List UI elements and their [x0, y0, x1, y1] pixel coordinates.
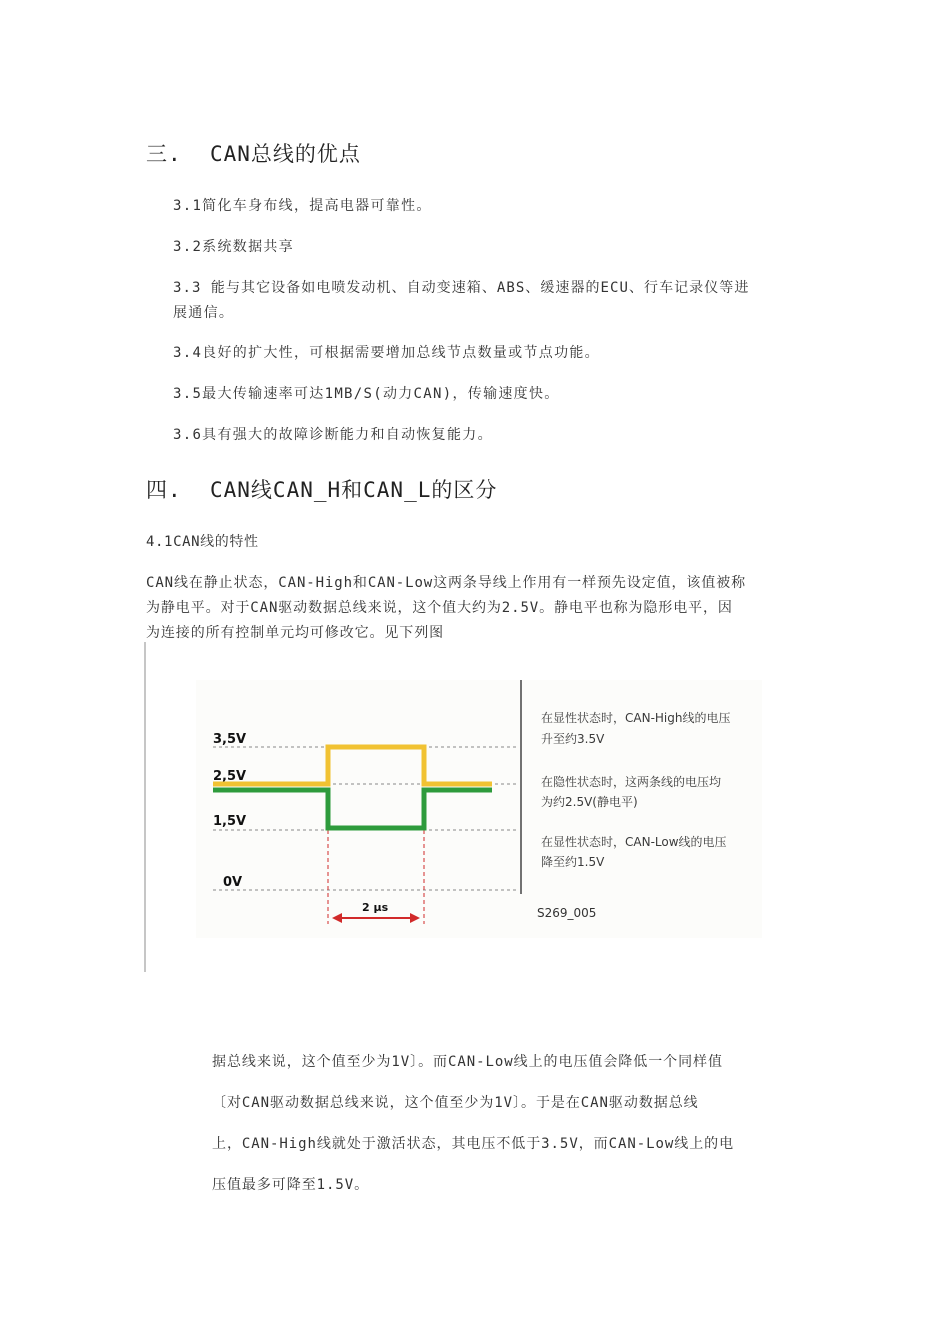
voltage-label-1-5v: 1,5V: [213, 814, 247, 829]
subheading: 4.1CAN线的特性: [146, 534, 259, 550]
voltage-label-2-5v: 2,5V: [213, 769, 247, 784]
list-item-continuation: 展通信。: [173, 305, 235, 321]
paragraph-line: 〔对CAN驱动数据总线来说，这个值至少为1V〕。于是在CAN驱动数据总线: [212, 1095, 699, 1111]
annotation-high-line2: 升至约3.5V: [541, 732, 605, 746]
section-3-title: CAN总线的优点: [210, 142, 361, 166]
voltage-label-0v: 0V: [223, 875, 243, 890]
section-4-title: CAN线CAN_H和CAN_L的区分: [210, 478, 498, 502]
list-item: 3.2系统数据共享: [173, 239, 294, 255]
paragraph-line: 上，CAN-High线就处于激活状态，其电压不低于3.5V，而CAN-Low线上的电: [212, 1136, 735, 1152]
section-4-heading: [146, 474, 497, 504]
annotation-low-line2: 降至约1.5V: [541, 855, 605, 869]
time-arrow-left-head: [332, 913, 342, 923]
can-signal-diagram: [196, 680, 762, 938]
time-arrow-right-head: [410, 913, 420, 923]
figure-code: S269_005: [537, 906, 597, 920]
can-high-signal: [213, 747, 492, 784]
figure-left-border: [144, 642, 146, 972]
can-signal-figure: [196, 680, 762, 938]
section-3-heading: [146, 138, 361, 168]
list-item: 3.3 能与其它设备如电喷发动机、自动变速箱、ABS、缓速器的ECU、行车记录仪等进: [173, 280, 750, 296]
can-low-signal: [213, 790, 492, 828]
paragraph-line: 为连接的所有控制单元均可修改它。见下列图: [146, 625, 444, 641]
list-item: 3.4良好的扩大性，可根据需要增加总线节点数量或节点功能。: [173, 345, 600, 361]
list-item: 3.6具有强大的故障诊断能力和自动恢复能力。: [173, 427, 493, 443]
annotation-recessive-line2: 为约2.5V(静电平): [541, 795, 638, 809]
annotation-low-line1: 在显性状态时，CAN-Low线的电压: [541, 835, 727, 849]
section-4-number: 四.: [146, 478, 182, 502]
section-3-number: 三.: [146, 142, 182, 166]
paragraph-line: 压值最多可降至1.5V。: [212, 1177, 370, 1193]
list-item: 3.5最大传输速率可达1MB/S(动力CAN)，传输速度快。: [173, 386, 560, 402]
time-label: 2 μs: [362, 901, 389, 914]
paragraph-line: 为静电平。对于CAN驱动数据总线来说，这个值大约为2.5V。静电平也称为隐形电平，因: [146, 600, 733, 616]
voltage-label-3-5v: 3,5V: [213, 732, 247, 747]
paragraph-line: CAN线在静止状态，CAN-High和CAN-Low这两条导线上作用有一样预先设定值，该值被称: [146, 575, 747, 591]
list-item: 3.1简化车身布线，提高电器可靠性。: [173, 198, 432, 214]
paragraph-line: 据总线来说，这个值至少为1V〕。而CAN-Low线上的电压值会降低一个同样值: [212, 1054, 723, 1070]
annotation-high-line1: 在显性状态时，CAN-High线的电压: [541, 711, 731, 725]
annotation-recessive-line1: 在隐性状态时，这两条线的电压均: [541, 775, 722, 789]
